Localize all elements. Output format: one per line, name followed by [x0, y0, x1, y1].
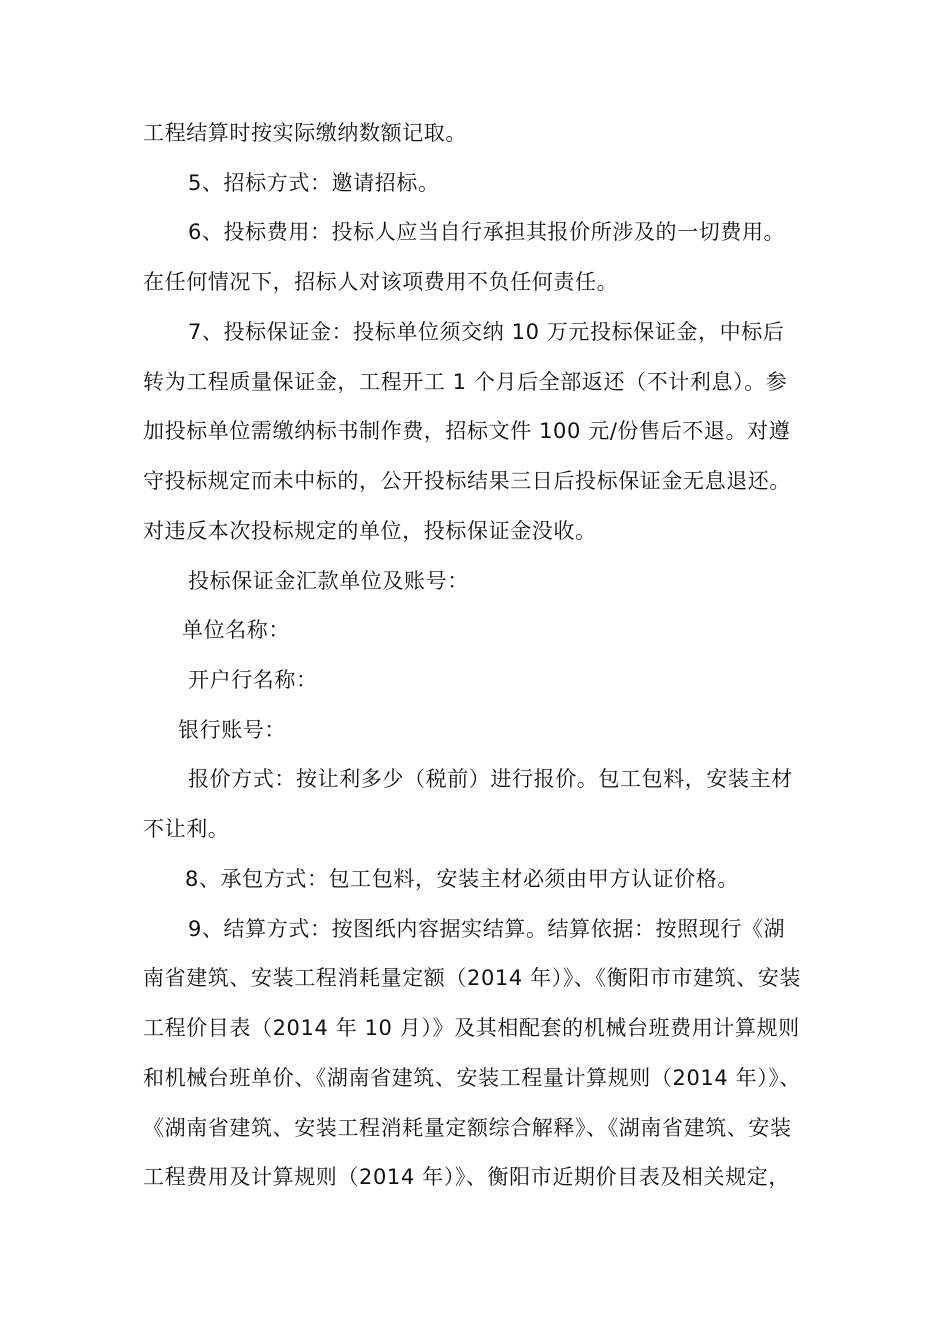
text-line: 8、承包方式：包工包料，安装主材必须由甲方认证价格。 [185, 867, 739, 891]
text-line: 工程结算时按实际缴纳数额记取。 [143, 121, 467, 145]
text-line: 《湖南省建筑、安装工程消耗量定额综合解释》、《湖南省建筑、安装 [143, 1116, 792, 1140]
text-line: 9、结算方式：按图纸内容据实结算。结算依据：按照现行《湖 [188, 917, 786, 941]
text-line: 单位名称： [182, 618, 290, 642]
text-line: 开户行名称： [188, 668, 318, 692]
text-line: 守投标规定而未中标的，公开投标结果三日后投标保证金无息退还。 [143, 469, 791, 493]
text-line: 南省建筑、安装工程消耗量定额（2014 年）》、《衡阳市市建筑、安装 [143, 966, 802, 990]
text-line: 不让利。 [143, 817, 230, 841]
text-line: 加投标单位需缴纳标书制作费，招标文件 100 元/份售后不退。对遵 [143, 419, 791, 443]
text-line: 在任何情况下，招标人对该项费用不负任何责任。 [143, 270, 619, 294]
text-line: 转为工程质量保证金，工程开工 1 个月后全部返还（不计利息）。参 [143, 370, 788, 394]
text-line: 对违反本次投标规定的单位，投标保证金没收。 [143, 519, 597, 543]
text-line: 银行账号： [178, 718, 286, 742]
text-line: 投标保证金汇款单位及账号： [188, 569, 469, 593]
text-line: 报价方式：按让利多少（税前）进行报价。包工包料，安装主材 [188, 767, 793, 791]
text-line: 和机械台班单价、《湖南省建筑、安装工程量计算规则（2014 年）》、 [143, 1066, 802, 1090]
text-line: 工程价目表（2014 年 10 月）》及其相配套的机械台班费用计算规则 [143, 1016, 800, 1040]
text-line: 5、招标方式：邀请招标。 [188, 171, 440, 195]
text-line: 6、投标费用：投标人应当自行承担其报价所涉及的一切费用。 [188, 220, 786, 244]
text-line: 工程费用及计算规则（2014 年）》、衡阳市近期价目表及相关规定， [143, 1165, 790, 1189]
text-line: 7、投标保证金：投标单位须交纳 10 万元投标保证金，中标后 [188, 320, 785, 344]
